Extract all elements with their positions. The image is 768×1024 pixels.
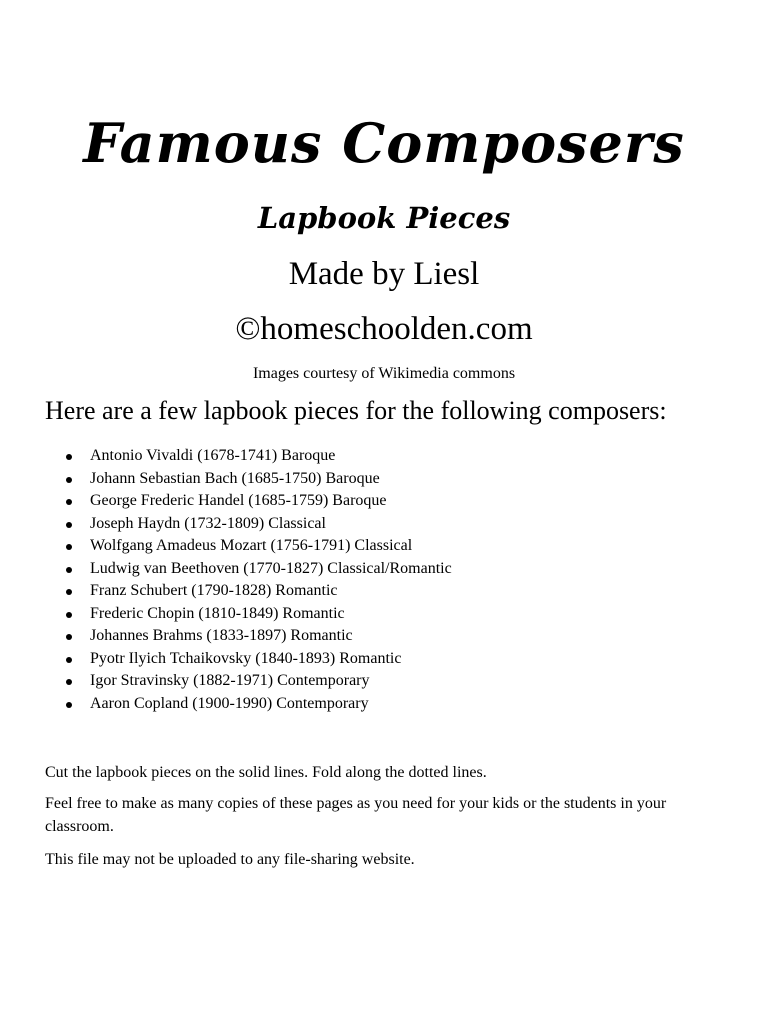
- composer-entry: Joseph Haydn (1732-1809) Classical: [90, 514, 326, 532]
- image-credit: Images courtesy of Wikimedia commons: [252, 365, 516, 382]
- bullet-icon: [66, 589, 72, 595]
- list-item: [45, 535, 735, 558]
- composer-entry: Ludwig van Beethoven (1770-1827) Classical/Romantic: [90, 559, 452, 577]
- bullet-icon: [66, 477, 72, 483]
- composer-entry: Pyotr Ilyich Tchaikovsky (1840-1893) Romantic: [90, 649, 402, 667]
- composer-entry: Johann Sebastian Bach (1685-1750) Baroque: [90, 469, 380, 487]
- list-item: [45, 670, 735, 693]
- list-item: [45, 693, 735, 716]
- author-line: Made by Liesl: [288, 256, 480, 292]
- list-item: [45, 625, 735, 648]
- page-subtitle: Lapbook Pieces: [257, 201, 511, 235]
- composer-entry: Antonio Vivaldi (1678-1741) Baroque: [90, 447, 336, 464]
- composer-entry: Frederic Chopin (1810-1849) Romantic: [90, 604, 345, 622]
- bullet-icon: [66, 522, 72, 528]
- list-item: [45, 468, 735, 491]
- list-item: [45, 490, 735, 513]
- bullet-icon: [66, 499, 72, 505]
- composer-entry: Wolfgang Amadeus Mozart (1756-1791) Classical: [90, 537, 413, 554]
- composer-entry: Aaron Copland (1900-1990) Contemporary: [90, 694, 369, 712]
- intro-heading: Here are a few lapbook pieces for the following composers:: [45, 396, 667, 425]
- list-item: [45, 558, 735, 581]
- bullet-icon: [66, 679, 72, 685]
- list-item: [45, 445, 735, 468]
- composer-entry: Johannes Brahms (1833-1897) Romantic: [90, 627, 353, 644]
- bullet-icon: [66, 567, 72, 573]
- page-title: Famous Composers: [83, 111, 685, 175]
- list-item: [45, 648, 735, 671]
- bullet-icon: [66, 454, 72, 460]
- list-item: [45, 580, 735, 603]
- copyright-line: ©homeschoolden.com: [235, 311, 533, 347]
- bullet-icon: [66, 657, 72, 663]
- bullet-icon: [66, 702, 72, 708]
- sharing-note: This file may not be uploaded to any file-sharing website.: [45, 851, 415, 868]
- composer-entry: Franz Schubert (1790-1828) Romantic: [90, 582, 338, 599]
- bullet-icon: [66, 544, 72, 550]
- bullet-icon: [66, 612, 72, 618]
- list-item: [45, 603, 735, 626]
- copies-note: Feel free to make as many copies of these pages as you need for your kids or the students in your classroom.: [45, 795, 667, 835]
- list-item: [45, 513, 735, 536]
- composer-entry: George Frederic Handel (1685-1759) Baroque: [90, 492, 387, 509]
- composer-list: [45, 445, 735, 715]
- cut-instructions: Cut the lapbook pieces on the solid lines. Fold along the dotted lines.: [45, 764, 487, 781]
- bullet-icon: [66, 634, 72, 640]
- composer-entry: Igor Stravinsky (1882-1971) Contemporary: [90, 672, 370, 689]
